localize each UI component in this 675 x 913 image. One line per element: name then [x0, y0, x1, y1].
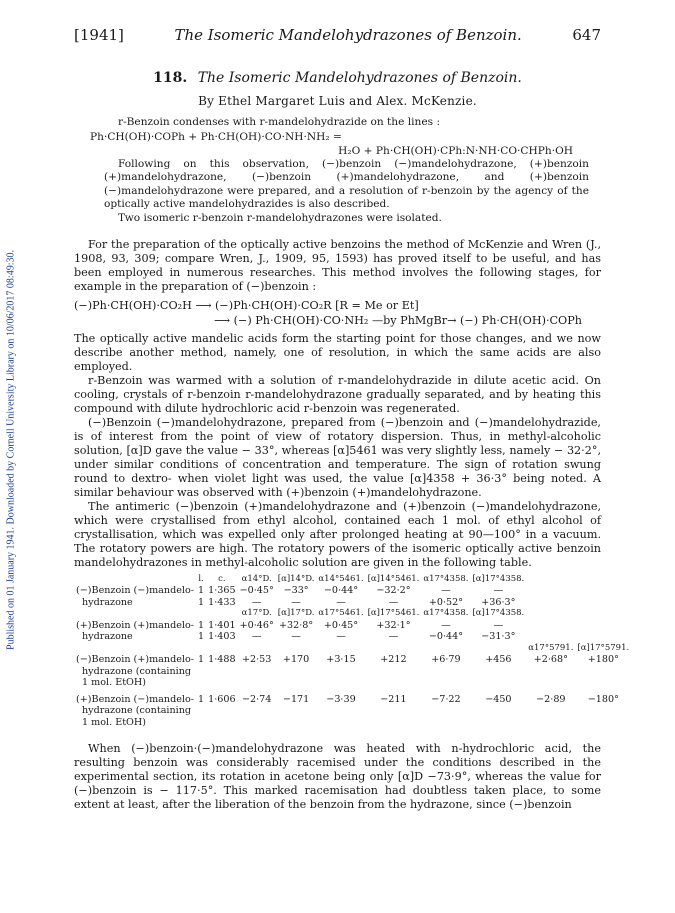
equation-left: Ph·CH(OH)·COPh + Ph·CH(OH)·CO·NH·NH₂ =	[90, 130, 342, 143]
scheme-line-2: ⟶ (−) Ph·CH(OH)·CO·NH₂ —by PhMgBr→ (−) Ph·CH(OH)·COPh	[214, 313, 582, 327]
table-cell: —	[336, 596, 346, 608]
article-title	[74, 70, 601, 86]
body-paragraph-6: When (−)benzoin·(−)mandelohydrazone was heated with n-hydrochloric acid, the resulting benzoin was considerably racemised under the conditions described in the experimental section, its rotation in acetone being only [α]D −73·9°, whereas the value for (−)benzoin is − 117·5°. This marked racemisation had doubtless taken place, to some extent at least, after the liberation of the benzoin from the hydrazone, since (−)benzoin	[74, 742, 601, 812]
table-cell: +0·46°	[239, 619, 274, 631]
table-row	[74, 620, 631, 632]
table-cell: −211	[380, 693, 407, 705]
table-cell: 1·365	[208, 585, 236, 597]
table-cell: —	[291, 596, 301, 608]
table-cell: 1·401	[208, 619, 236, 631]
table-cell: 1·433	[208, 596, 236, 608]
table-cell: —	[251, 631, 262, 643]
table-cell: 1	[197, 619, 205, 631]
article-authors: By Ethel Margaret Luis and Alex. McKenzie.	[198, 94, 477, 108]
header-page-number: 647	[572, 26, 601, 44]
table-cell: 1	[197, 631, 205, 643]
table-row-sublabel: hydrazone	[82, 596, 133, 608]
page-content	[74, 26, 630, 812]
table-cell: —	[441, 619, 451, 631]
article-number: 118.	[153, 70, 188, 86]
table-row-sublabel: hydrazone (containing	[82, 705, 192, 717]
body-paragraph-1: For the preparation of the optically active benzoins the method of McKenzie and Wren (J., 1908, 93, 309; compare Wren, J., 1909, 95, 1593) has proved itself to be useful, and has been employed in numerous researches. This method involves the following stages, for example in the preparation of (−)benzoin :	[74, 237, 601, 293]
table-header-row	[74, 574, 631, 586]
table-header-cell: [α]14°5461.	[367, 573, 420, 584]
table-row	[74, 694, 631, 706]
table-row-sublabel: 1 mol. EtOH)	[82, 716, 147, 728]
table-row	[74, 717, 631, 729]
table-header-cell: [α]17°5791.	[577, 642, 630, 653]
scheme-line-1: (−)Ph·CH(OH)·CO₂H ⟶ (−)Ph·CH(OH)·CO₂R [R = Me or Et]	[74, 298, 419, 312]
body-paragraph-2: The optically active mandelic acids form the starting point for those changes, and we now describe another method, namely, one of resolution, in which the same acids are also employed.	[74, 331, 601, 373]
table-header-cell: [α]17°D.	[277, 608, 315, 619]
abstract-equation	[90, 130, 589, 158]
table-cell: −33°	[283, 585, 309, 597]
table-cell: —	[388, 596, 399, 608]
body-paragraph-4: (−)Benzoin (−)mandelohydrazone, prepared from (−)benzoin and (−)mandelohydrazide, is of interest from the point of view of rotatory dispersion. Thus, in methyl-alcoholic solution, [α]D gave the value − 33°, whereas [α]5461 was very slightly less, namely − 32·2°, under similar conditions of concentration and temperature. The sign of rotation swung round to dextro- when violet light was used, the value [α]4358 + 36·3° being noted. A similar behaviour was observed with (+)benzoin (+)mandelohydrazone.	[74, 415, 601, 499]
table-cell: 1	[197, 596, 205, 608]
table-cell: −0·45°	[239, 585, 274, 597]
table-cell: —	[251, 596, 262, 608]
table-cell: −0·44°	[428, 631, 464, 643]
table-cell: −450	[485, 693, 512, 705]
table-cell: 1·606	[208, 693, 236, 705]
table-cell: —	[493, 619, 504, 631]
table-cell: +170	[282, 654, 310, 666]
table-cell: 1	[197, 585, 205, 597]
table-header-cell: c.	[218, 573, 226, 584]
table-cell: −7·22	[431, 693, 461, 705]
header-running-title: The Isomeric Mandelohydrazones of Benzoin.	[174, 26, 522, 44]
table-row	[74, 705, 631, 717]
table-header-row	[74, 608, 631, 620]
table-header-cell: [α]17°5461.	[367, 608, 420, 619]
table-cell: +36·3°	[481, 596, 516, 608]
download-notice-text[interactable]: Published on 01 January 1941. Downloaded by Cornell University Library on 10/06/2017 08:49:30.	[5, 250, 17, 650]
table-row	[74, 631, 631, 643]
table-cell: 1·403	[208, 631, 236, 643]
table-row	[74, 597, 631, 609]
table-header-cell: α14°D.	[241, 573, 272, 584]
body-paragraph-5: The antimeric (−)benzoin (+)mandelohydrazone and (+)benzoin (−)mandelohydrazone, which were crystallised from ethyl alcohol, contained each 1 mol. of ethyl alcohol of crystallisation, which was expelled only after prolonged heating at 90—100° in a vacuum. The rotatory powers are high. The rotatory powers of the isomeric optically active benzoin mandelohydrazones in methyl-alcoholic solution are given in the following table.	[74, 499, 601, 569]
running-header	[74, 26, 601, 44]
table-row-label: (+)Benzoin (+)mandelo-	[76, 619, 194, 631]
table-cell: −2·89	[536, 693, 566, 705]
table-row	[74, 666, 631, 678]
table-cell: —	[493, 585, 504, 597]
table-row	[74, 654, 631, 666]
table-cell: +3·15	[326, 654, 356, 666]
table-cell: —	[441, 585, 451, 597]
table-cell: —	[336, 631, 346, 643]
table-row-sublabel: 1 mol. EtOH)	[82, 677, 147, 689]
table-cell: +0·45°	[323, 619, 359, 631]
table-row-sublabel: hydrazone (containing	[82, 665, 192, 677]
table-cell: 1·488	[208, 654, 236, 666]
table-cell: +32·8°	[278, 619, 314, 631]
header-year: [1941]	[74, 26, 124, 44]
table-header-cell: α17°5461.	[318, 608, 364, 619]
abstract	[90, 116, 589, 226]
download-notice	[4, 110, 18, 790]
table-cell: −31·3°	[481, 631, 516, 643]
table-cell: +2·68°	[533, 654, 568, 666]
table-cell: −180°	[587, 693, 619, 705]
table-row-label: (+)Benzoin (−)mandelo-	[76, 693, 194, 705]
article-title-text: The Isomeric Mandelohydrazones of Benzoin.	[197, 70, 522, 86]
table-header-cell: α17°D.	[241, 608, 272, 619]
table-header-cell: [α]17°4358.	[472, 608, 525, 619]
table-cell: +212	[380, 654, 407, 666]
article-body	[74, 237, 630, 813]
table-cell: —	[291, 631, 301, 643]
table-row-label: (−)Benzoin (+)mandelo-	[76, 654, 194, 666]
table-header-cell: [α]14°D.	[277, 573, 315, 584]
table-row-label: (−)Benzoin (−)mandelo-	[76, 585, 194, 597]
abstract-paragraph-1: Following on this observation, (−)benzoin (−)mandelohydrazone, (+)benzoin (+)mandelohydrazone, (−)benzoin (+)mandelohydrazone, and (+)benzoin (−)mandelohydrazone were prepared, and a resolution of r-benzoin by the agency of the optically active mandelohydrazides is also described.	[104, 157, 589, 211]
table-cell: —	[388, 631, 399, 643]
table-header-cell: α17°4358.	[423, 573, 469, 584]
table-header-cell: α17°5791.	[528, 642, 574, 653]
table-row	[74, 585, 631, 597]
rotation-table	[74, 574, 631, 729]
table-header-row	[74, 643, 631, 655]
abstract-intro: r-Benzoin condenses with r-mandelohydrazide on the lines :	[118, 116, 441, 128]
table-cell: +456	[485, 654, 512, 666]
table-cell: −3·39	[326, 693, 356, 705]
table-cell: +0·52°	[428, 596, 464, 608]
table-cell: −32·2°	[376, 585, 411, 597]
table-cell: +32·1°	[376, 619, 411, 631]
table-cell: +6·79	[431, 654, 461, 666]
table-row-sublabel: hydrazone	[82, 631, 133, 643]
table-cell: 1	[197, 654, 205, 666]
table-header-cell: [α]17°4358.	[472, 573, 525, 584]
abstract-paragraph-2: Two isomeric r-benzoin r-mandelohydrazones were isolated.	[118, 211, 442, 224]
table-cell: −171	[282, 693, 310, 705]
reaction-scheme	[74, 298, 601, 328]
table-header-cell: α14°5461.	[318, 573, 364, 584]
table-cell: −0·44°	[323, 585, 359, 597]
body-paragraph-3: r-Benzoin was warmed with a solution of r-mandelohydrazide in dilute acetic acid. On cooling, crystals of r-benzoin r-mandelohydrazone gradually separated, and by heating this compound with dilute hydrochloric acid r-benzoin was regenerated.	[74, 373, 601, 415]
equation-right: H₂O + Ph·CH(OH)·CPh:N·NH·CO·CHPh·OH	[338, 144, 573, 157]
table-cell: +2·53	[241, 654, 272, 666]
table-row	[74, 677, 631, 689]
table-cell: 1	[197, 693, 205, 705]
table-header-cell: α17°4358.	[423, 608, 469, 619]
table-header-cell: l.	[198, 573, 204, 584]
table-cell: −2·74	[241, 693, 272, 705]
table-cell: +180°	[587, 654, 619, 666]
